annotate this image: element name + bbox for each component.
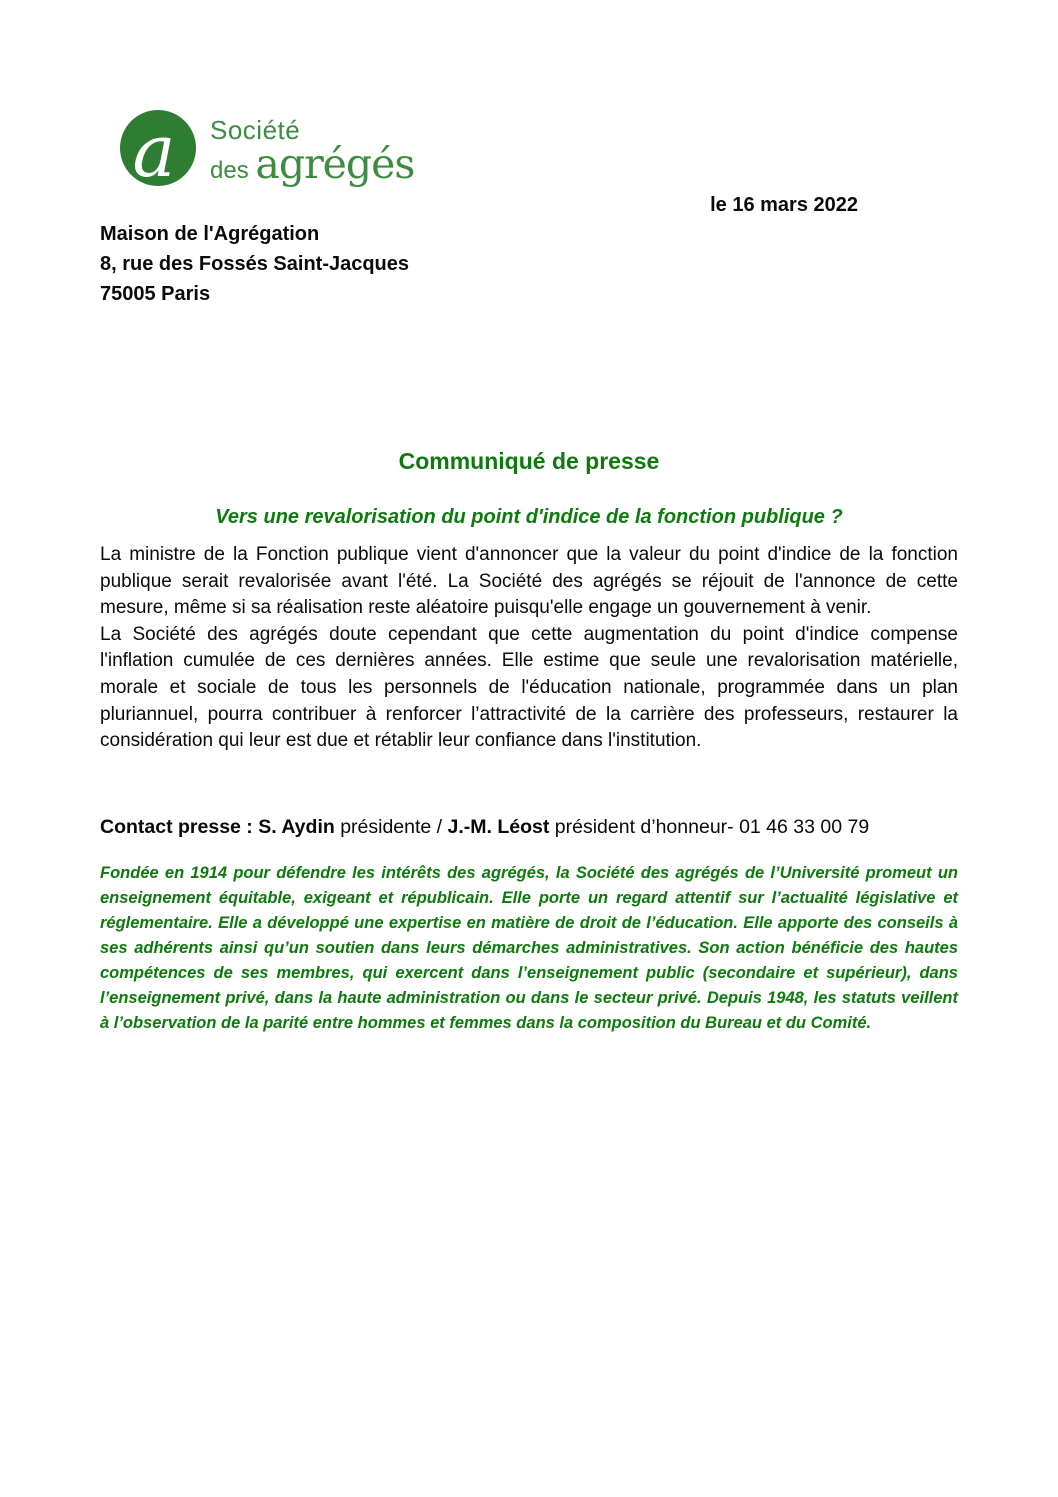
logo-word-des: des [210, 157, 249, 184]
document-date: le 16 mars 2022 [710, 194, 858, 216]
body-text [100, 542, 958, 755]
contact-role-phone: président d’honneur- 01 46 33 00 79 [549, 816, 870, 838]
logo-word-agreges: agrégés [255, 140, 415, 188]
logo [120, 109, 415, 193]
body-paragraph-1: La ministre de la Fonction publique vient d'annoncer que la valeur du point d'indice de la fonction publique serait revalorisée avant l'été. La Société des agrégés se réjouit de l'annonce de cette mesure, même si sa réalisation reste aléatoire puisqu'elle engage un gouvernement à venir. [100, 544, 958, 619]
page-subtitle: Vers une revalorisation du point d'indice de la fonction publique ? [215, 506, 843, 528]
address-line-3: 75005 Paris [100, 283, 211, 305]
about-paragraph: Fondée en 1914 pour défendre les intérêts des agrégés, la Société des agrégés de l’Université promeut un enseignement équitable, exigeant et républicain. Elle porte un regard attentif sur l’actualité législative et réglementaire. Elle a développé une expertise en matière de droit de l’éducation. Elle apporte des conseils à ses adhérents ainsi qu’un soutien dans leurs démarches administratives. Son action bénéficie des hautes compétences de ses membres, qui exercent dans l’enseignement public (secondaire et supérieur), dans l’enseignement privé, dans la haute administration ou dans le secteur privé. Depuis 1948, les statuts veillent à l’observation de la parité entre hommes et femmes dans la composition du Bureau et du Comité. [100, 864, 958, 1032]
page-title: Communiqué de presse [398, 448, 660, 474]
contact-press-name: Contact presse : S. Aydin [100, 816, 335, 838]
logo-text [210, 110, 415, 188]
logo-circle-icon [120, 109, 196, 193]
address-block [100, 219, 409, 309]
logo-word-societe: Société [210, 115, 301, 145]
contact-line [100, 816, 958, 839]
contact-name-2: J.-M. Léost [447, 816, 550, 838]
logo-monogram: a [132, 109, 176, 193]
address-line-2: 8, rue des Fossés Saint-Jacques [100, 253, 410, 275]
contact-role-1: présidente / [334, 816, 448, 838]
address-line-1: Maison de l'Agrégation [100, 223, 320, 245]
logo-line-2 [210, 140, 415, 188]
body-paragraph-2: La Société des agrégés doute cependant que cette augmentation du point d'indice compense l'inflation cumulée de ces dernières années. Elle estime que seule une revalorisation matérielle, morale et sociale de tous les personnels de l'éducation nationale, programmée dans un plan pluriannuel, pourra contribuer à renforcer l’attractivité de la carrière des professeurs, restaurer la considération qui leur est due et rétablir leur confiance dans l'institution. [100, 623, 958, 752]
